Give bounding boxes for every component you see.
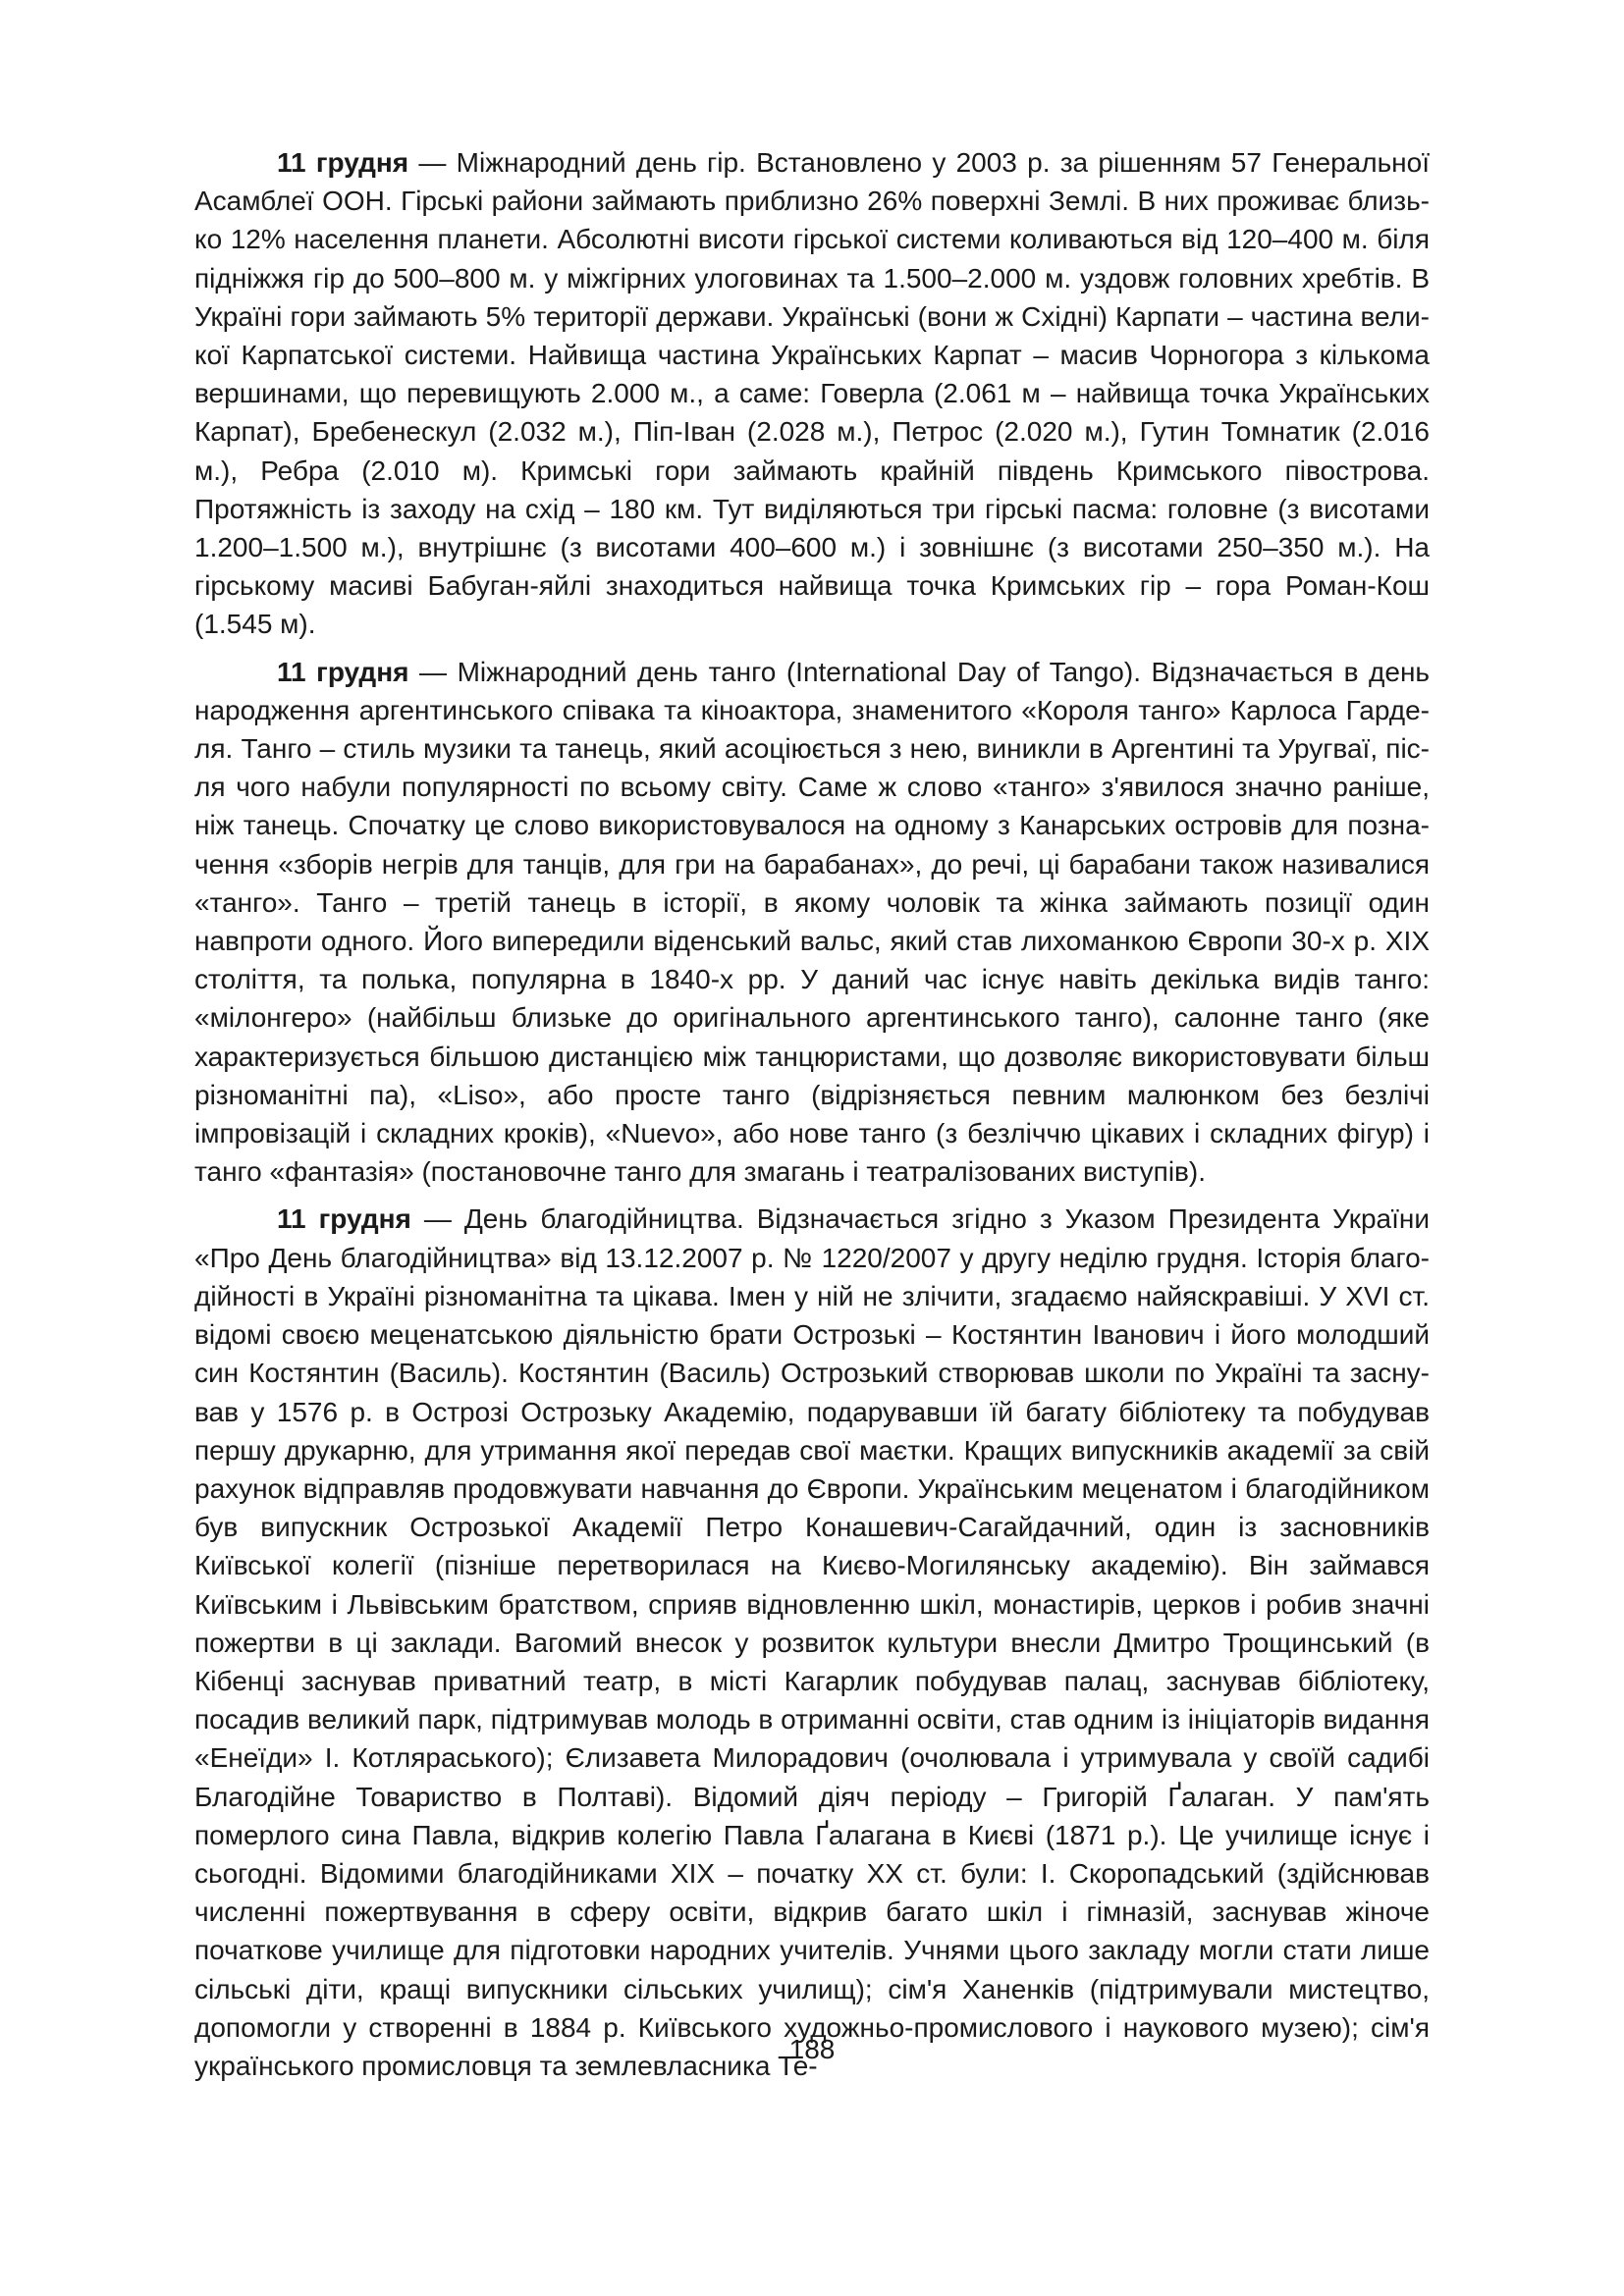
- paragraph-mountains-day: [194, 143, 1430, 644]
- paragraph-tango-day: [194, 653, 1430, 1192]
- paragraph-date: 11 грудня: [277, 656, 409, 687]
- page-number: 188: [788, 2034, 836, 2064]
- paragraph-text: — Міжнародний день гір. Встановлено у 2003 р. за рішенням 57 Генеральної Асамблеї ООН. Гірські райони займають приблизно 26% поверхні Землі. В них проживає близько 12% населення планети. Абсолютні висоти гірської системи коливаються від 120–400 м. біля підніжжя гір до 500–800 м. у міжгірних улоговинах та 1.500–2.000 м. уздовж головних хребтів. В Україні гори займають 5% території держави. Українські (вони ж Східні) Карпати – частина великої Карпатської системи. Найвища частина Українських Карпат – масив Чорногора з кількома вершинами, що перевищують 2.000 м., а саме: Говерла (2.061 м – найвища точка Українських Карпат), Бребенескул (2.032 м.), Піп-Іван (2.028 м.), Петрос (2.020 м.), Гутин Томнатик (2.016 м.), Ребра (2.010 м). Кримські гори займають крайній південь Кримського півострова. Протяжність із заходу на схід – 180 км. Тут виділяються три гірські пасма: головне (з висотами 1.200–1.500 м.), внутрішнє (з висотами 400–600 м.) і зовнішнє (з висотами 250–350 м.). На гірському масиві Бабуган-яйлі знаходиться найвища точка Кримських гір – гора Роман-Кош (1.545 м).: [194, 147, 1430, 640]
- paragraph-charity-day: [194, 1200, 1430, 2085]
- paragraph-text: — Міжнародний день танго (International Day of Tango). Відзначається в день народження аргентинського співака та кіноактора, знаменитого «Короля танго» Карлоса Гарделя. Танго – стиль музики та танець, який асоціюється з нею, виникли в Аргентині та Уругваї, після чого набули популярності по всьому світу. Саме ж слово «танго» з'явилося значно раніше, ніж танець. Спочатку це слово використовувалося на одному з Канарських островів для позначення «зборів негрів для танців, для гри на барабанах», до речі, ці барабани також називалися «танго». Танго – третій танець в історії, в якому чоловік та жінка займають позиції один навпроти одного. Його випередили віденський вальс, який став лихоманкою Європи 30-х р. XIX століття, та полька, популярна в 1840-х рр. У даний час існує навіть декілька видів танго: «мілонгеро» (найбільш близьке до оригінального аргентинського танго), салонне танго (яке характеризується більшою дистанцією між танцюристами, що дозволяє використовувати більш різноманітні па), «Liso», або просте танго (відрізняється певним малюнком без безлічі імпровізацій і складних кроків), «Nuevo», або нове танго (з безліччю цікавих і складних фігур) і танго «фантазія» (постановочне танго для змагань і театралізованих виступів).: [194, 656, 1430, 1188]
- paragraph-date: 11 грудня: [277, 1203, 411, 1235]
- page-body: [194, 143, 1430, 2094]
- paragraph-date: 11 грудня: [277, 147, 409, 178]
- paragraph-text: — День благодійництва. Відзначається згідно з Указом Президента України «Про День благодійництва» від 13.12.2007 р. № 1220/2007 у другу неділю грудня. Історія благодійності в Україні різноманітна та цікава. Імен у ній не злічити, згадаємо найяскравіші. У XVI ст. відомі своєю меценатською діяльністю брати Острозькі – Костянтин Іванович і його молодший син Костянтин (Василь). Костянтин (Василь) Острозький створював школи по Україні та заснував у 1576 р. в Острозі Острозьку Академію, подарувавши їй багату бібліотеку та побудував першу друкарню, для утримання якої передав свої маєтки. Кращих випускників академії за свій рахунок відправляв продовжувати навчання до Європи. Українським меценатом і благодійником був випускник Острозької Академії Петро Конашевич-Сагайдачний, один із засновників Київської колегії (пізніше перетворилася на Києво-Могилянську академію). Він займався Київським і Львівським братством, сприяв відновленню шкіл, монастирів, церков і робив значні пожертви в ці заклади. Вагомий внесок у розвиток культури внесли Дмитро Трощинський (в Кібенці заснував приватний театр, в місті Кагарлик побудував палац, заснував бібліотеку, посадив великий парк, підтримував молодь в отриманні освіти, став одним із ініціаторів видання «Енеїди» І. Котляраського); Єлизавета Милорадович (очолювала і утримувала у своїй садибі Благодійне Товариство в Полтаві). Відомий діяч періоду – Григорій Ґалаган. У пам'ять померлого сина Павла, відкрив колегію Павла Ґалагана в Києві (1871 р.). Це училище існує і сьогодні. Відомими благодійниками XIX – початку XX ст. були: І. Скоропадський (здійснював численні пожертвування в сферу освіти, відкрив багато шкіл і гімназій, заснував жіноче початкове училище для підготовки народних учителів. Учнями цього закладу могли стати лише сільські діти, кращі випускники сільських училищ); сім'я Ханенків (підтримували мистецтво, допомогли у створенні в 1884 р. Київського художньо-промислового і наукового музею); сім'я українського промисловця та землевласника Те-: [194, 1203, 1430, 2081]
